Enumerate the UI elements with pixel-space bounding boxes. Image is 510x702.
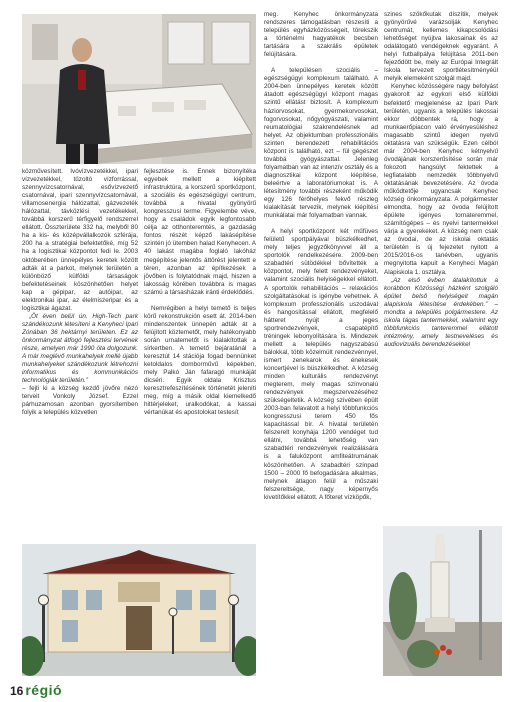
paragraph: meg. Kenyhec önkormányzata rendszeres támogatásban részesíti a település egyházközösségeit, törekszik a történelmi hagyatékok becsben tartására a szakrális épületek felújítására.	[264, 11, 378, 59]
office-photo-illustration	[22, 14, 256, 164]
monument-photo-illustration	[383, 526, 502, 676]
photo-man-in-office	[22, 14, 256, 164]
building-photo-illustration	[22, 544, 256, 676]
paragraph: közművesített. Ivóvízvezetékkel, ipari vízvezetékkel, tűzoltó vízforrással, szennyvízcsatornával, esővízvezető csatornával, ipari szennyvízcsatornával, villamosenergia hálózattal, gázvezeték hálózattal, távközlési vezetékekkel, továbbá korszerű térfigyelő rendszerrel ellátott. Összterülete 332 ha, melyből 80 ha a kis- és középvállalkozók szférája, 200 ha a stratégiai befektetőké, míg 52 ha a logisztikai központot fedi le. 2003 októberében ünnepélyes keretek között adták át a parkot, melynek területén a különböző külföldi társaságok befektetéseinek köszönhetően helyet kap a gépipar, az autóipar, az elektronikai ipar, az élelmiszeripar és a logisztikai ágazat.	[22, 168, 138, 312]
paragraph: A településen szociális – egészségügyi komplexum található. A 2004-ben ünnepélyes keretek között átadott egészségügyi központ magas szintű ellátást biztosít. A komplexum háziorvosokat, gyermekorvosokat, fogorvosokat, nőgyógyászati, valamint reumatológiai szakrendelésnek ad helyet. Az objektumban professzionális szinten berendezett rehabilitációs központ is található, ezt – fül gégészet továbbá gyógyászattal. Jelenleg folyamatban van az intenzív osztály és a diagnosztikai központ kiépítése, beleértve a laboratóriumokat is. A létesítmény további részeként működik egy 126 férőhelyes fekvő részleg kialakítását tervezik, melynek kiépítési munkálatai már folyamatban vannak.	[264, 67, 378, 220]
paragraph: – fejti ki a község kezdő jövőre nézó terveit Vonkoly József. Ezzel párhuzamosan azonban gyorsítemben folyik a település közvetlen	[22, 385, 138, 417]
paragraph: Nemrégiben a helyi temető is teljes körű rekonstrukción esett át. 2014-ben mindenszentek ünnepén adták át a felújított köztemetőt, mely hatékonyabb során urnatemetőt is kialakítottak a sírkertben. A temető bejáratánál a keresztút 14 stációja fogad bennünket ketoldalos domborművű képekben, mely Palkó Ján fafaragó munkáját dicséri. Egyik oldala Krisztus keresztrefeszítésének történetét jeleníti meg, míg a másik oldal kiemelkedő hittérjeleket, uralkodókat, a kassai vértanúkat és apostolokat testesít	[144, 304, 256, 417]
page-footer	[10, 680, 62, 698]
photo-monument	[383, 526, 502, 676]
column-far-right	[384, 11, 498, 349]
paragraph-quote: „Öt éven belül ún. High-Tech park szándékozunk létesíteni a Kenyheci Ipari Zónában 36 hektárnyi területen. Ez az önkormányzat átfogó fejlesztési tervének része, amelyen már 1990 óta dolgozunk. A már meglévő munkahelyek mellé újabb munkahelyeket szándékozunk létrehozni informatikus és kommunikációs technológiák területén.”	[22, 312, 138, 385]
paragraph: Kenyhec közösségére nagy befolyást gyakorolt az egykori első külföldi befektető megjelenése az Ipari Park területén, ugyanis a település lakossai ekkor döbbentek rá, hogy a munkaerőpiacon való érvényesüléshez magasabb szintű idegen nyelvű oktatásra van szükségük. Ezen célból már 2004-ben Kenyhec kétnyelvű óvodájának korszerűsítése során már fokozott hangsúlyt fektettek a legfiatalabb nemzedék többnyelvű oktatásának bevezetésére. Az óvoda működtetője ugyancsak Kenyhec község önkormányzata. A polgármester elmondta, hogy az óvoda felújított épülete igényes tornateremmel, számítógépes – és nyelvi tantermekkel várja a gyerekeket. A község nem csak az óvodai, de az iskolai oktatás területén is új fejezetet nyitott a 2015/2016-os tanévben, ugyanis megnyitotta kapuit a Kenyheci Magán Alapiskola 1. osztálya.	[384, 83, 498, 276]
paragraph: A helyi sportközpont két műfüves felületű sportpályával büszkélkedhet, mely teljes jegyzőkönyvvel áll a sportolók rendelkezésére. 2009-ben szabadtéri sütödékkel bővítették a központot, mely felett rendezvényeket, valamint szociális helyiségekkel ellátott. A sportolók rehabilitációs – relaxációs szolgáltatásokat is igénybe vehetnek. A komplexum professzionális uszodával és hangosítással ellátott, megfelelő hátteret nyújt a jeges sportrendezvények, csapatépítő tréningek lebonyolítására is. Mindezek mellett a település nagyszabású bálokkal, több közelmúlt rendezvénnyel, ismert zenekarok és énekesek koncertjével is büszkélkedhet. A község minden kulturális rendezvényt megterem, mely magas színvonalú rendezvények megszervezéséhez szükségeltetik. A község szívében épült 2003-ban felavatott a helyi többfunkciós kongresszusi terem 450 fős kapacitással bír. A hivatal területén felszerelt konyhája 1200 vendéget tud ellátni, továbbá lehetőség van szabadtéri rendezvények realizálására is a faluközpont amfiteátrumának köszönhetően. A szabadtéri színpad 1500 – 2000 fő befogadására alkalmas, melynek átlagon felül a műszaki felszereltsége, nagy képernyős kivetítőkkel ellátott. A főteret vízköpők,	[264, 228, 378, 501]
magazine-brand: régió	[25, 682, 63, 698]
paragraph: fejlesztése is. Ennek bizonyítéka egyebek mellett a kiépített infrastruktúra, a korszerű sportközpont, a szociális és egészségügyi centrum, továbbá a hivatal gyönyörű kongresszusi terme. Figyelembe véve, hogy a családok egyik legfontosabb célja az otthonteremtés, a gazdaság fontos részét képző lakásépítése szintén jó ütemben halad Kenyhecen. A 40 lakást magába foglaló lakóház megépítése jelentős áttörést jelentett e téren, azonban az építkezések a jövőben is folytatódnak majd, hiszen a lakosság körében továbbra is magas számú a társasházak iránti érdeklődés.	[144, 168, 256, 296]
page-number: 16	[10, 684, 24, 698]
paragraph-quote: „Az első évben átalakítottuk a korábbon Közösségi házként szolgáló épület belső helyiségeit magán alapiskola létesítése érdekében.” – mondta a település polgármestere. Az iskola tágas tantermekkel, valamint egy többfunkciós tanteremmel ellátott intézmény, amely testneveléses és audiovizuális berendezésekkel	[384, 276, 498, 348]
paragraph: szines szökőkutak díszítik, melyek gyönyörűvé varázsolják Kenyhec centrumát, kellemes kikapcsolódási lehetőséget nyújtva lakosainak és az odalátogató vendégeknek egyaránt. A helyi futballpálya felújítása 2011-ben fejeződött be, mely az Európai Integrált Iskola tervezett sportlétesítményéül melyik elemeként szolgál majd.	[384, 11, 498, 83]
photo-building	[22, 544, 256, 676]
column-top-right	[264, 11, 378, 502]
column-mid-left	[22, 168, 138, 417]
column-mid-center	[144, 168, 256, 417]
